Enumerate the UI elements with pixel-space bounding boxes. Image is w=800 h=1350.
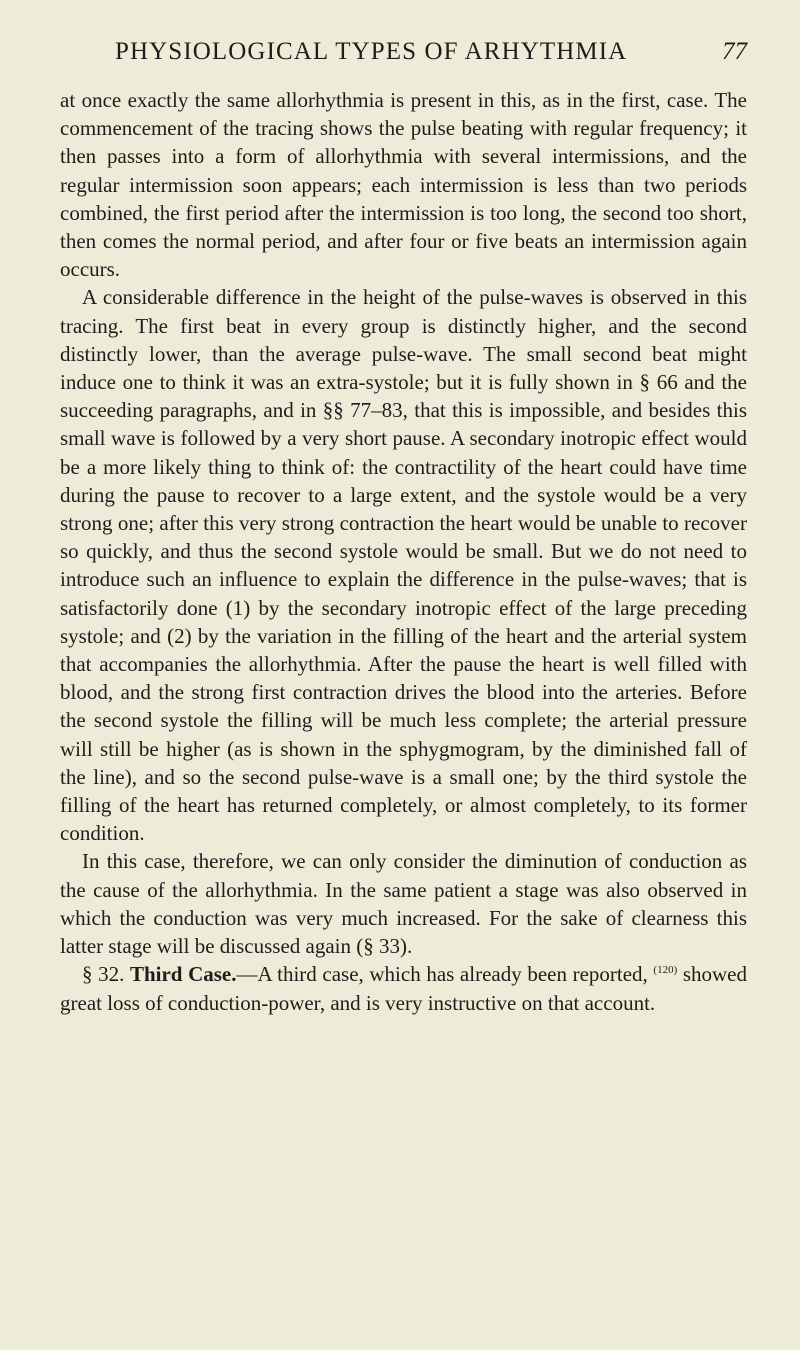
- reference-marker: (120): [653, 964, 678, 977]
- section-text-start: —A third case, which has already been reported,: [236, 962, 648, 987]
- paragraph-conduction-diminution: In this case, therefore, we can only consider the diminution of conduction as the cause of the allorhythmia. In the same patient a stage was also observed in which the conduction was very much increased. For the sake of clearness this latter stage will be discussed again (§ 33).: [60, 849, 747, 959]
- section-number: § 32.: [82, 962, 125, 987]
- section-heading: Third Case.: [129, 962, 237, 987]
- page-number: 77: [722, 38, 747, 65]
- section-text-end: showed great loss of conduction-power, and is very instructive on that account.: [60, 962, 748, 1015]
- paragraph-pulse-wave-height: A considerable difference in the height of the pulse-waves is observed in this tracing. The first beat in every group is distinctly higher, and the second distinctly lower, than the average pulse-wave. The small second beat might induce one to think it was an extra-systole; but it is fully shown in § 66 and the succeeding paragraphs, and in §§ 77–83, that this is impossible, and besides this small wave is followed by a very short pause. A secondary inotropic effect would be a more likely thing to think of: the contractility of the heart could have time during the pause to recover to a large extent, and the systole would be a very strong one; after this very strong contraction the heart would be unable to recover so quickly, and thus the second systole would be small. But we do not need to introduce such an influence to explain the difference in the pulse-waves; that is satisfactorily done (1) by the secondary inotropic effect of the large preceding systole; and (2) by the variation in the filling of the heart and the arterial system that accompanies the allorhythmia. After the pause the heart is well filled with blood, and the strong first contraction drives the blood into the arteries. Before the second systole the filling will be much less complete; the arterial pressure will still be higher (as is shown in the sphygmogram, by the diminished fall of the line), and so the second pulse-wave is a small one; by the third systole the filling of the heart has returned completely, or almost completely, to its former condition.: [60, 285, 747, 846]
- running-title: PHYSIOLOGICAL TYPES OF ARHYTHMIA: [115, 38, 628, 65]
- body-text: [60, 86, 747, 1017]
- paragraph-continuation: at once exactly the same allorhythmia is present in this, as in the first, case. The commencement of the tracing shows the pulse beating with regular frequency; it then passes into a form of allorhythmia with several intermissions, and the regular intermission soon appears; each intermission is less than two periods combined, the first period after the intermission is too long, the second too short, then comes the normal period, and after four or five beats an intermission again occurs.: [60, 88, 747, 282]
- running-head: [115, 38, 747, 74]
- section-third-case: [60, 960, 747, 1016]
